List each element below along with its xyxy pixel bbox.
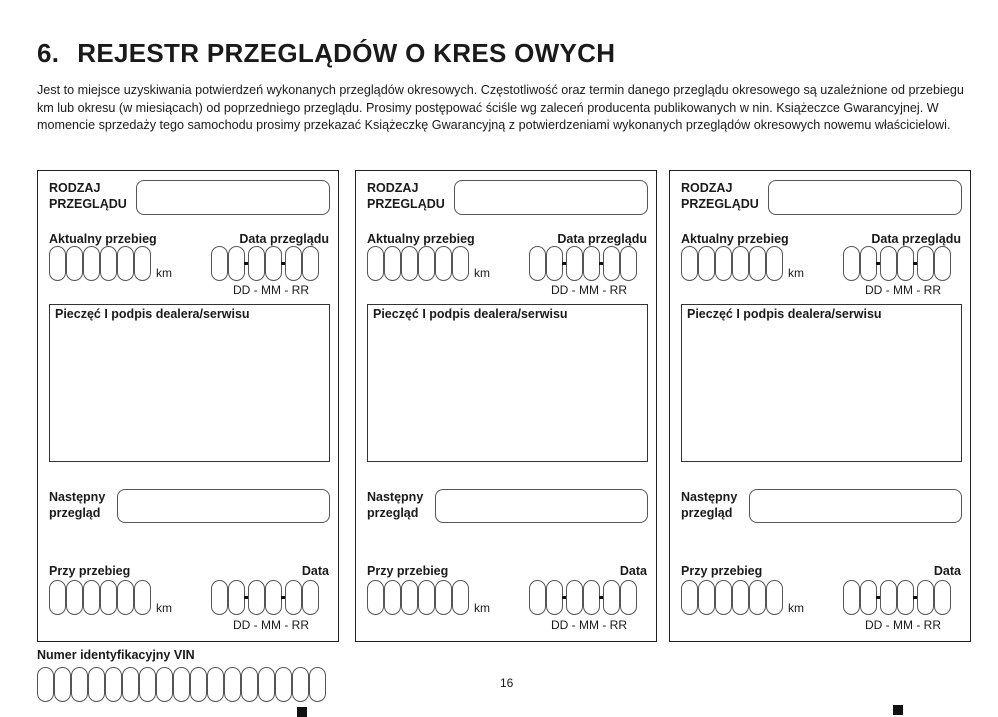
km-unit: km [474, 601, 490, 615]
service-record-panel [355, 170, 657, 642]
digit-cell[interactable] [620, 246, 637, 281]
next-service-label: Następny przegląd [367, 490, 424, 520]
next-date-label: Data [301, 564, 329, 578]
digit-cell[interactable] [66, 246, 83, 281]
current-mileage-label: Aktualny przebieg [681, 232, 789, 246]
next-service-field[interactable] [435, 489, 648, 523]
next-mileage-field[interactable] [681, 580, 783, 615]
vin-field[interactable] [37, 667, 326, 702]
digit-cell[interactable] [275, 667, 292, 702]
date-format-hint: DD - MM - RR [233, 283, 309, 297]
current-mileage-label: Aktualny przebieg [49, 232, 157, 246]
stamp-label: Pieczęć I podpis dealera/serwisu [55, 307, 250, 321]
digit-cell[interactable] [156, 667, 173, 702]
next-mileage-field[interactable] [49, 580, 151, 615]
date-format-hint: DD - MM - RR [551, 283, 627, 297]
digit-cell[interactable] [248, 580, 265, 615]
rodzaj-label: RODZAJ PRZEGLĄDU [367, 181, 445, 211]
next-date-field[interactable] [211, 580, 319, 615]
digit-cell[interactable] [566, 580, 583, 615]
digit-cell[interactable] [173, 667, 190, 702]
digit-cell[interactable] [302, 246, 319, 281]
service-date-field[interactable] [529, 246, 637, 281]
digit-cell[interactable] [880, 580, 897, 615]
digit-cell[interactable] [49, 580, 66, 615]
digit-cell[interactable] [880, 246, 897, 281]
digit-cell[interactable] [917, 580, 934, 615]
next-mileage-label: Przy przebieg [681, 564, 763, 578]
km-unit: km [474, 266, 490, 280]
current-mileage-field[interactable] [681, 246, 783, 281]
digit-cell[interactable] [139, 667, 156, 702]
next-date-field[interactable] [529, 580, 637, 615]
service-type-field[interactable] [136, 180, 330, 215]
digit-cell[interactable] [285, 580, 302, 615]
rodzaj-label: RODZAJ PRZEGLĄDU [49, 181, 127, 211]
digit-cell[interactable] [546, 580, 563, 615]
digit-cell[interactable] [749, 580, 766, 615]
digit-cell[interactable] [117, 580, 134, 615]
digit-cell[interactable] [292, 667, 309, 702]
digit-cell[interactable] [715, 580, 732, 615]
digit-cell[interactable] [367, 246, 384, 281]
digit-cell[interactable] [122, 667, 139, 702]
digit-cell[interactable] [452, 580, 469, 615]
next-mileage-field[interactable] [367, 580, 469, 615]
service-date-label: Data przeglądu [239, 232, 329, 246]
km-unit: km [788, 601, 804, 615]
next-date-label: Data [933, 564, 961, 578]
digit-cell[interactable] [435, 580, 452, 615]
date-format-hint: DD - MM - RR [551, 618, 627, 632]
digit-cell[interactable] [117, 246, 134, 281]
digit-cell[interactable] [248, 246, 265, 281]
digit-cell[interactable] [715, 246, 732, 281]
digit-cell[interactable] [418, 246, 435, 281]
digit-cell[interactable] [401, 580, 418, 615]
digit-cell[interactable] [49, 246, 66, 281]
digit-cell[interactable] [211, 580, 228, 615]
date-format-hint: DD - MM - RR [233, 618, 309, 632]
digit-cell[interactable] [265, 246, 282, 281]
current-mileage-field[interactable] [49, 246, 151, 281]
digit-cell[interactable] [309, 667, 326, 702]
digit-cell[interactable] [934, 580, 951, 615]
digit-cell[interactable] [224, 667, 241, 702]
date-format-hint: DD - MM - RR [865, 618, 941, 632]
digit-cell[interactable] [207, 667, 224, 702]
digit-cell[interactable] [603, 580, 620, 615]
digit-cell[interactable] [190, 667, 207, 702]
service-date-field[interactable] [843, 246, 951, 281]
digit-cell[interactable] [529, 580, 546, 615]
digit-cell[interactable] [681, 580, 698, 615]
next-service-field[interactable] [749, 489, 962, 523]
service-record-panel [37, 170, 339, 642]
stamp-label: Pieczęć I podpis dealera/serwisu [687, 307, 882, 321]
digit-cell[interactable] [367, 580, 384, 615]
digit-cell[interactable] [897, 246, 914, 281]
digit-cell[interactable] [766, 580, 783, 615]
digit-cell[interactable] [401, 246, 418, 281]
digit-cell[interactable] [384, 580, 401, 615]
digit-cell[interactable] [105, 667, 122, 702]
digit-cell[interactable] [698, 580, 715, 615]
km-unit: km [156, 601, 172, 615]
digit-cell[interactable] [83, 246, 100, 281]
service-type-field[interactable] [454, 180, 648, 215]
digit-cell[interactable] [897, 580, 914, 615]
digit-cell[interactable] [265, 580, 282, 615]
digit-cell[interactable] [211, 246, 228, 281]
digit-cell[interactable] [258, 667, 275, 702]
digit-cell[interactable] [732, 580, 749, 615]
next-date-field[interactable] [843, 580, 951, 615]
next-date-label: Data [619, 564, 647, 578]
vin-label: Numer identyfikacyjny VIN [37, 648, 195, 662]
digit-cell[interactable] [88, 667, 105, 702]
km-unit: km [788, 266, 804, 280]
page-number: 16 [500, 676, 514, 690]
service-date-label: Data przeglądu [871, 232, 961, 246]
digit-cell[interactable] [134, 580, 151, 615]
digit-cell[interactable] [860, 580, 877, 615]
service-date-label: Data przeglądu [557, 232, 647, 246]
digit-cell[interactable] [228, 580, 245, 615]
digit-cell[interactable] [418, 580, 435, 615]
digit-cell[interactable] [732, 246, 749, 281]
digit-cell[interactable] [71, 667, 88, 702]
digit-cell[interactable] [83, 580, 100, 615]
digit-cell[interactable] [583, 580, 600, 615]
digit-cell[interactable] [934, 246, 951, 281]
digit-cell[interactable] [302, 580, 319, 615]
digit-cell[interactable] [529, 246, 546, 281]
digit-cell[interactable] [435, 246, 452, 281]
digit-cell[interactable] [452, 246, 469, 281]
digit-cell[interactable] [134, 246, 151, 281]
digit-cell[interactable] [100, 580, 117, 615]
rodzaj-label: RODZAJ PRZEGLĄDU [681, 181, 759, 211]
digit-cell[interactable] [843, 580, 860, 615]
service-type-field[interactable] [768, 180, 962, 215]
stamp-label: Pieczęć I podpis dealera/serwisu [373, 307, 568, 321]
digit-cell[interactable] [917, 246, 934, 281]
digit-cell[interactable] [620, 580, 637, 615]
digit-cell[interactable] [66, 580, 83, 615]
current-mileage-label: Aktualny przebieg [367, 232, 475, 246]
digit-cell[interactable] [100, 246, 117, 281]
digit-cell[interactable] [860, 246, 877, 281]
digit-cell[interactable] [241, 667, 258, 702]
next-service-label: Następny przegląd [681, 490, 738, 520]
digit-cell[interactable] [749, 246, 766, 281]
km-unit: km [156, 266, 172, 280]
digit-cell[interactable] [843, 246, 860, 281]
digit-cell[interactable] [285, 246, 302, 281]
page-title: 6. REJESTR PRZEGLĄDÓW O KRES OWYCH [37, 38, 616, 68]
digit-cell[interactable] [583, 246, 600, 281]
next-mileage-label: Przy przebieg [49, 564, 131, 578]
digit-cell[interactable] [698, 246, 715, 281]
dealer-stamp-box[interactable] [367, 304, 648, 462]
digit-cell[interactable] [603, 246, 620, 281]
service-record-panel [669, 170, 971, 642]
digit-cell[interactable] [681, 246, 698, 281]
next-mileage-label: Przy przebieg [367, 564, 449, 578]
current-mileage-field[interactable] [367, 246, 469, 281]
next-service-label: Następny przegląd [49, 490, 106, 520]
digit-cell[interactable] [766, 246, 783, 281]
registration-mark [893, 705, 903, 715]
digit-cell[interactable] [566, 246, 583, 281]
digit-cell[interactable] [384, 246, 401, 281]
digit-cell[interactable] [228, 246, 245, 281]
digit-cell[interactable] [546, 246, 563, 281]
digit-cell[interactable] [54, 667, 71, 702]
date-format-hint: DD - MM - RR [865, 283, 941, 297]
digit-cell[interactable] [37, 667, 54, 702]
registration-mark [297, 707, 307, 717]
next-service-field[interactable] [117, 489, 330, 523]
dealer-stamp-box[interactable] [49, 304, 330, 462]
intro-text: Jest to miejsce uzyskiwania potwierdzeń wykonanych przeglądów okresowych. Częstotliwość oraz termin danego przeglądu okresowego są uzależnione od przebiegu km lub okresu (w miesiącach) od poprzedniego przeglądu. Prosimy postępować ściśle wg zaleceń producenta publikowanych w nin. Książeczce Gwarancyjnej. W momencie sprzedaży tego samochodu prosimy przekazać Książeczkę Gwarancyjną z potwierdzeniami wykonanych przeglądów okresowych nowemu właścicielowi. [37, 83, 964, 133]
dealer-stamp-box[interactable] [681, 304, 962, 462]
service-date-field[interactable] [211, 246, 319, 281]
